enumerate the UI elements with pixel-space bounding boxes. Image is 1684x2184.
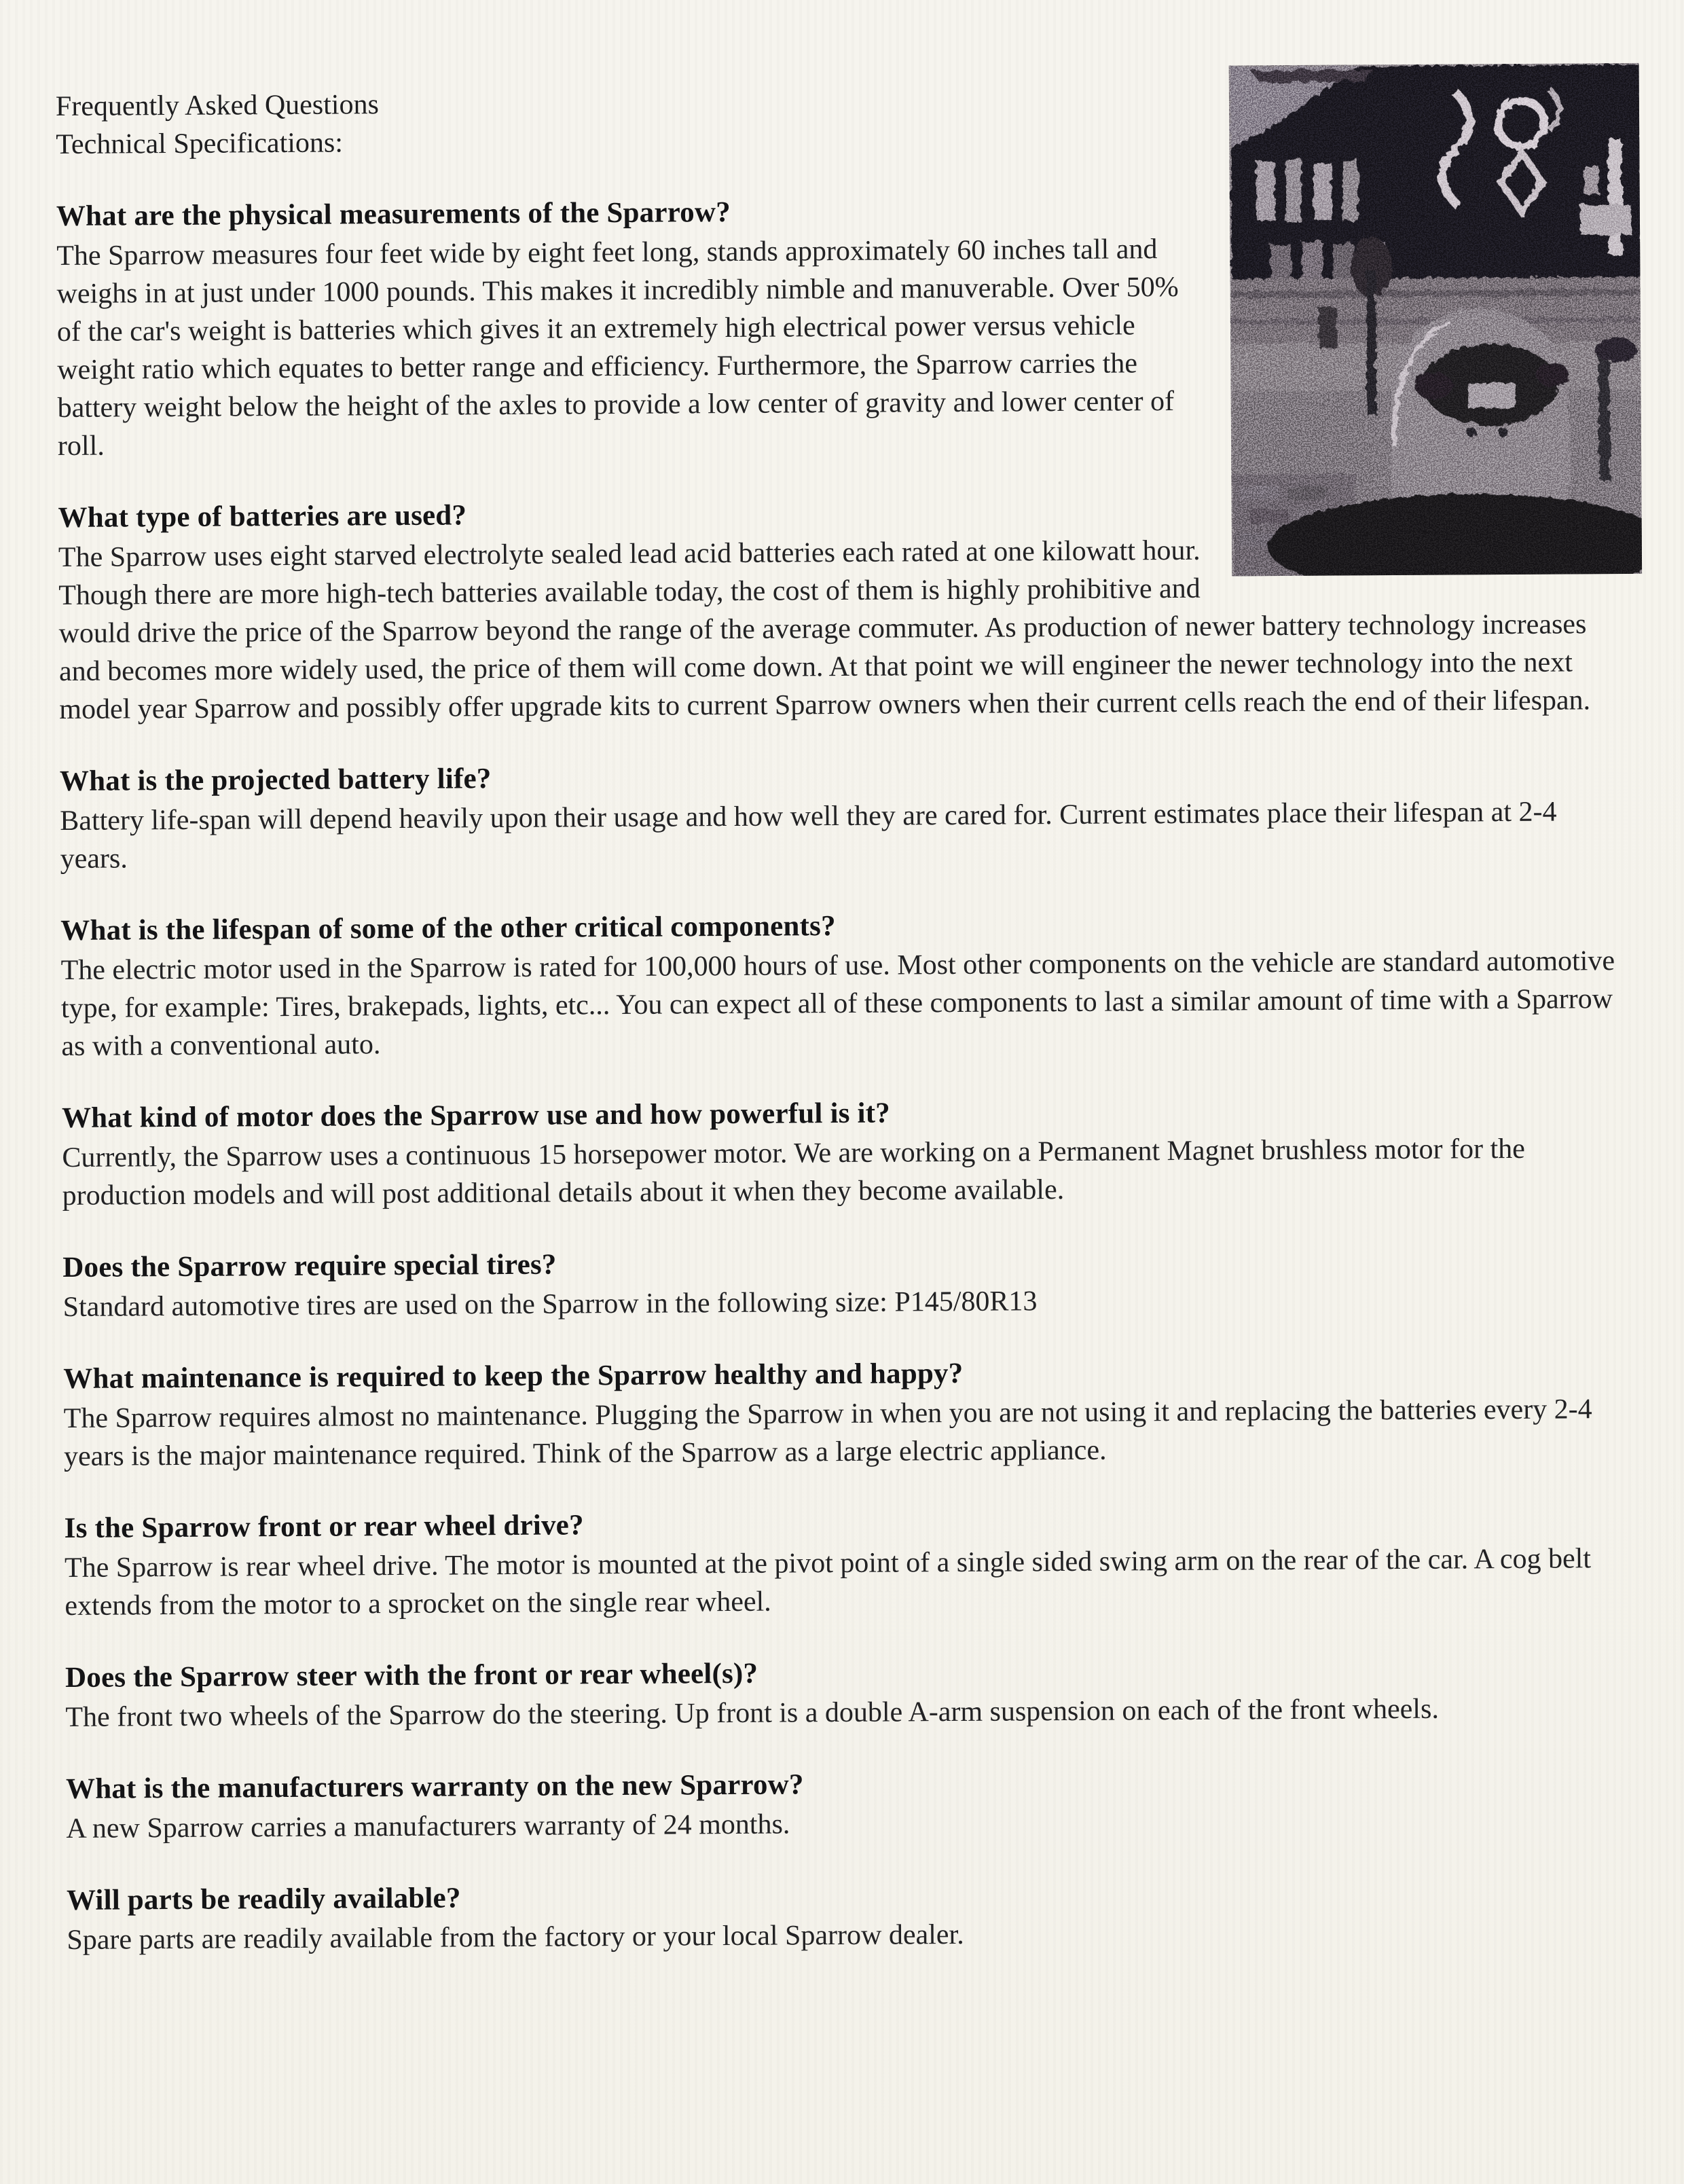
sparrow-photo <box>1229 63 1643 577</box>
faq-question: Is the Sparrow front or rear wheel drive? <box>64 1509 584 1545</box>
faq-question: Does the Sparrow require special tires? <box>62 1248 557 1284</box>
sparrow-photo-illustration <box>1229 63 1643 577</box>
faq-answer: The Sparrow is rear wheel drive. The motor is mounted at the pivot point of a single sided swing arm on the rear of the car. A cog belt extends from the motor to a sprocket on the single rear wheel. <box>64 1543 1592 1622</box>
faq-answer: Standard automotive tires are used on the Sparrow in the following size: P145/80R13 <box>62 1286 1038 1324</box>
faq-question: Will parts be readily available? <box>66 1882 461 1917</box>
faq-answer: Spare parts are readily available from the factory or your local Sparrow dealer. <box>67 1918 964 1956</box>
faq-question: What is the lifespan of some of the other critical components? <box>60 910 836 947</box>
faq-question: What are the physical measurements of the Sparrow? <box>56 196 731 233</box>
faq-question: What is the manufacturers warranty on the new Sparrow? <box>65 1768 804 1806</box>
faq-question: What maintenance is required to keep the Sparrow healthy and happy? <box>63 1357 964 1396</box>
faq-answer: Currently, the Sparrow uses a continuous 15 horsepower motor. We are working on a Permanent Magnet brushless motor for the production models and will post additional details about it when they become available. <box>62 1133 1525 1212</box>
header-title-line: Frequently Asked Questions <box>55 89 380 123</box>
faq-question: What type of batteries are used? <box>58 499 467 534</box>
faq-item <box>60 753 1630 878</box>
header-subtitle-line: Technical Specifications: <box>56 127 344 161</box>
faq-answer: The electric motor used in the Sparrow is rated for 100,000 hours of use. Most other components on the vehicle are standard automotive type, for example: Tires, brakepads, lights, etc... You can expect all of these components to last a similar amount of time with a Sparrow as with a conventional auto. <box>60 945 1615 1063</box>
faq-answer: The front two wheels of the Sparrow do the steering. Up front is a double A-arm suspension on each of the front wheels. <box>65 1693 1440 1734</box>
faq-item <box>65 1650 1636 1736</box>
faq-answer: A new Sparrow carries a manufacturers warranty of 24 months. <box>66 1808 790 1845</box>
faq-item <box>62 1090 1632 1215</box>
faq-answer: Battery life-span will depend heavily upon their usage and how well they are cared for. Current estimates place their lifespan at 2-4 years. <box>60 796 1557 875</box>
faq-item <box>65 1500 1635 1625</box>
faq-question: What is the projected battery life? <box>59 763 492 798</box>
faq-item <box>63 1351 1634 1476</box>
faq-answer: The Sparrow uses eight starved electrolyte sealed lead acid batteries each rated at one kilowatt hour. Though there are more high-tech batteries available today, the cost of them is highly prohibitive and would drive the price of the Sparrow beyond the range of the average commuter. As production of newer battery technology increases and becomes more widely used, the price of them will come down. At that point we will engineer the newer technology into the next model year Sparrow and possibly offer upgrade kits to current Sparrow owners when their current cells reach the end of their lifespan. <box>58 534 1591 726</box>
faq-item <box>60 903 1631 1066</box>
faq-question: What kind of motor does the Sparrow use and how powerful is it? <box>61 1097 891 1135</box>
faq-item <box>62 1239 1633 1326</box>
faq-item <box>67 1872 1637 1959</box>
faq-answer: The Sparrow requires almost no maintenance. Plugging the Sparrow in when you are not using it and replacing the batteries every 2-4 years is the major maintenance required. Think of the Sparrow as a large electric appliance. <box>63 1394 1592 1473</box>
faq-question: Does the Sparrow steer with the front or rear wheel(s)? <box>65 1657 758 1694</box>
faq-item <box>66 1761 1636 1848</box>
faq-answer: The Sparrow measures four feet wide by eight feet long, stands approximately 60 inches tall and weighs in at just under 1000 pounds. This makes it incredibly nimble and manuverable. Over 50% of the car's weight is batteries which gives it an extremely high electrical power versus vehicle weight ratio which equates to better range and efficiency. Furthermore, the Sparrow carries the battery weight below the height of the axles to provide a low center of gravity and lower center of roll. <box>56 234 1179 462</box>
